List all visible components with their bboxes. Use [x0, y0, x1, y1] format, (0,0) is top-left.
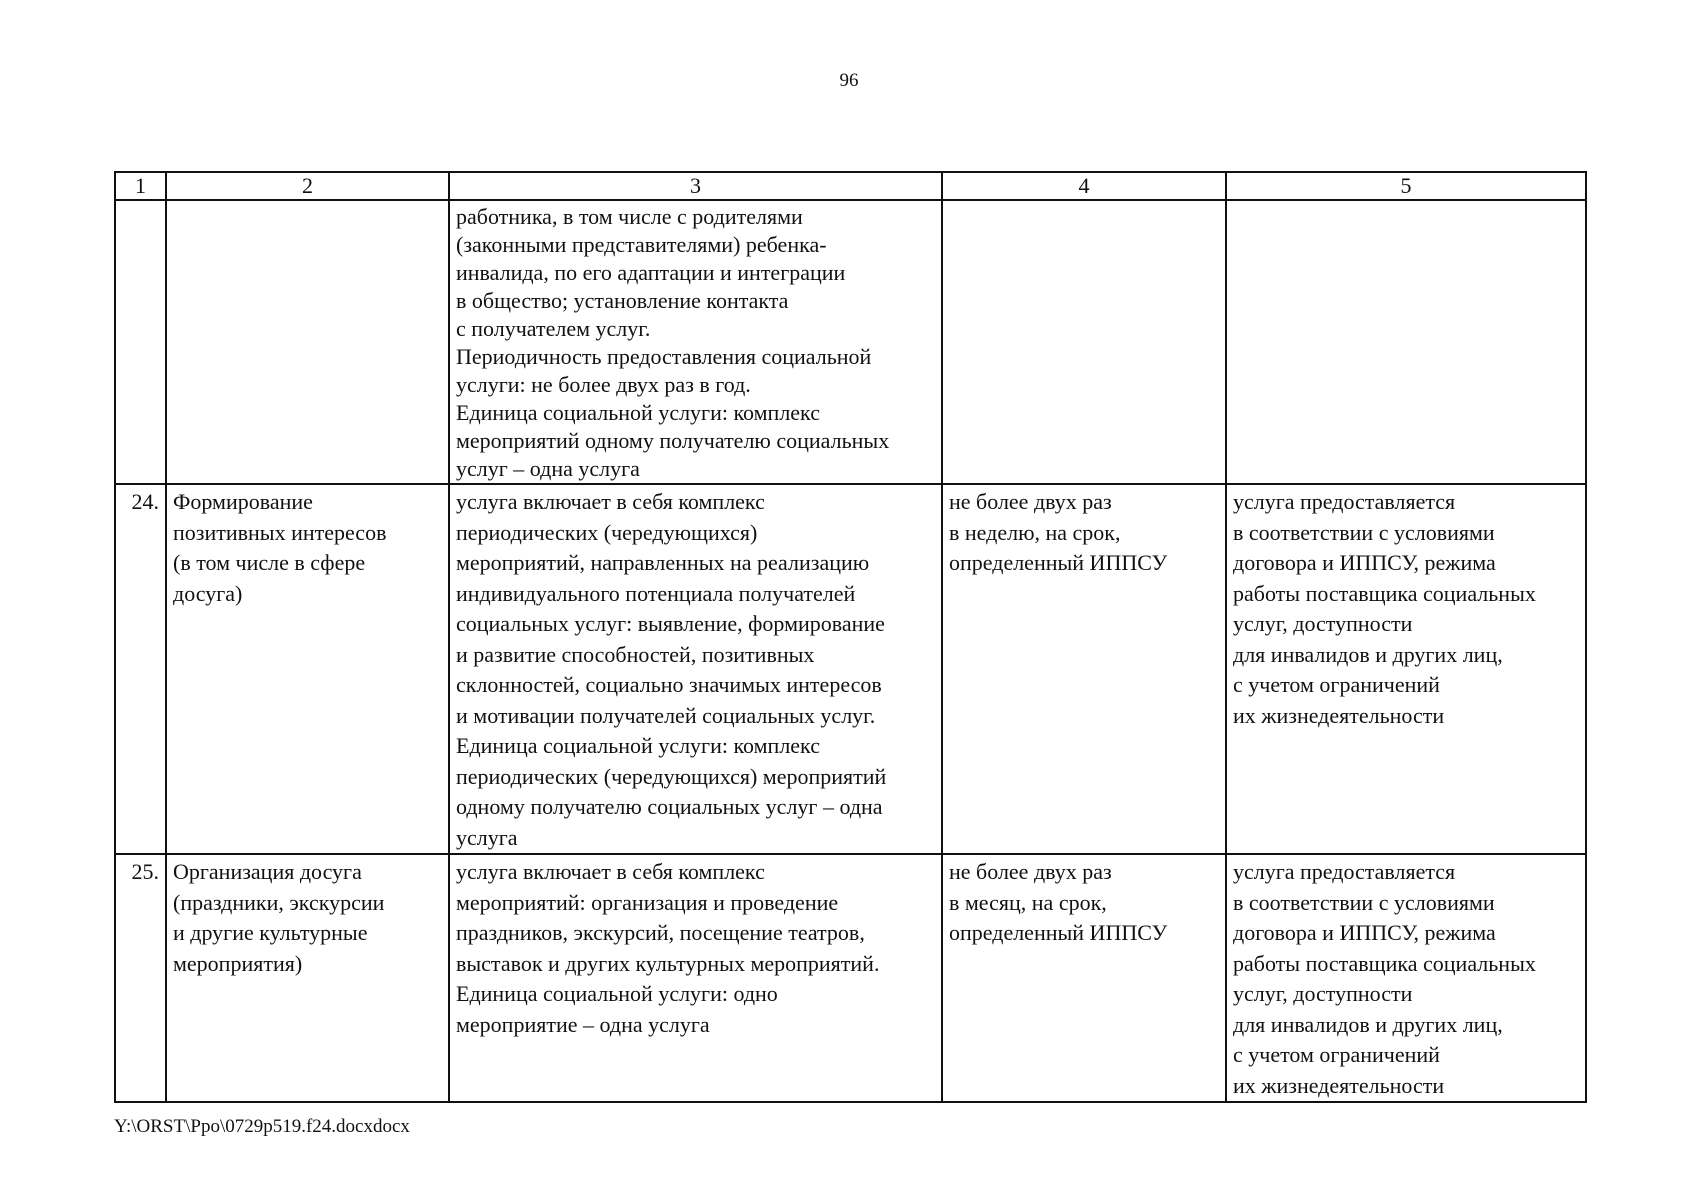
cell-text-line: в соответствии с условиями [1233, 519, 1495, 545]
cell-text-line: не более двух раз [949, 859, 1112, 884]
cell-text-line: социальных услуг: выявление, формирование [456, 611, 885, 636]
cell-text-line: в месяц, на срок, [949, 889, 1107, 915]
service-description-cell [449, 484, 942, 854]
cell-text-line: работы поставщика социальных [1233, 950, 1536, 976]
cell-text-line: с получателем услуг. [456, 316, 651, 341]
cell-text-line: Организация досуга [173, 859, 362, 884]
service-conditions-cell [1226, 200, 1586, 484]
table-row [115, 200, 1586, 484]
service-term-cell [942, 484, 1226, 854]
row-number-cell: 24. [115, 484, 166, 854]
service-conditions-cell [1226, 854, 1586, 1102]
cell-text-line: в общество; установление контакта [456, 288, 789, 313]
cell-text-line: выставок и других культурных мероприятий. [456, 950, 880, 976]
cell-text-line: услуга предоставляется [1233, 859, 1456, 884]
cell-text-line: определенный ИППСУ [949, 550, 1168, 575]
header-cell-4: 4 [942, 172, 1226, 200]
cell-text-line: (праздники, экскурсии [173, 889, 385, 915]
cell-text-line: услуг – одна услуга [456, 456, 640, 481]
cell-text-line: не более двух раз [949, 489, 1112, 514]
row-number-cell [115, 200, 166, 484]
table-header-row [115, 172, 1586, 200]
cell-text-line: позитивных интересов [173, 519, 387, 545]
cell-text-line: их жизнедеятельности [1233, 1072, 1445, 1098]
cell-text-line: Единица социальной услуги: комплекс [456, 400, 820, 425]
cell-text-line: в соответствии с условиями [1233, 889, 1495, 915]
cell-text-line: услуга включает в себя комплекс [456, 859, 765, 884]
cell-text-line: склонностей, социально значимых интересов [456, 672, 882, 697]
cell-text-line: индивидуального потенциала получателей [456, 580, 856, 606]
header-cell-5: 5 [1226, 172, 1586, 200]
table-row [115, 854, 1586, 1102]
cell-text-line: мероприятий: организация и проведение [456, 889, 839, 915]
page-number: 96 [839, 70, 859, 91]
cell-text-line: с учетом ограничений [1233, 672, 1440, 697]
header-cell-2: 2 [166, 172, 449, 200]
row-number-cell: 25. [115, 854, 166, 1102]
table-row [115, 484, 1586, 854]
service-name-cell [166, 854, 449, 1102]
cell-text-line: услуга предоставляется [1233, 489, 1456, 514]
cell-text-line: мероприятия) [173, 950, 303, 976]
cell-text-line: праздников, экскурсий, посещение театров, [456, 920, 865, 945]
service-description-cell [449, 200, 942, 484]
cell-text-line: услуга включает в себя комплекс [456, 489, 765, 514]
cell-text-line: и развитие способностей, позитивных [456, 641, 815, 667]
cell-text-line: (в том числе в сфере [173, 550, 366, 575]
cell-text-line: работы поставщика социальных [1233, 580, 1536, 606]
cell-text-line: с учетом ограничений [1233, 1042, 1440, 1067]
cell-text-line: мероприятие – одна услуга [456, 1011, 710, 1037]
service-term-cell [942, 200, 1226, 484]
service-description-cell [449, 854, 942, 1102]
cell-text-line: мероприятий одному получателю социальных [456, 428, 890, 453]
cell-text-line: мероприятий, направленных на реализацию [456, 550, 870, 575]
cell-text-line: и мотивации получателей социальных услуг. [456, 702, 876, 728]
cell-text-line: периодических (чередующихся) [456, 519, 758, 545]
cell-text-line: инвалида, по его адаптации и интеграции [456, 260, 846, 285]
cell-text-line: услуги: не более двух раз в год. [456, 372, 751, 397]
service-name-cell [166, 484, 449, 854]
file-path-footer: Y:\ORST\Ppo\0729p519.f24.docxdocx [114, 1116, 410, 1137]
cell-text-line: Единица социальной услуги: одно [456, 981, 778, 1006]
cell-text-line: для инвалидов и других лиц, [1233, 641, 1503, 667]
cell-text-line: одному получателю социальных услуг – одна [456, 794, 883, 819]
cell-text-line: договора и ИППСУ, режима [1233, 920, 1496, 945]
service-term-cell [942, 854, 1226, 1102]
cell-text-line: их жизнедеятельности [1233, 702, 1445, 728]
cell-text-line: досуга) [173, 580, 243, 606]
service-name-cell [166, 200, 449, 484]
cell-text-line: договора и ИППСУ, режима [1233, 550, 1496, 575]
cell-text-line: (законными представителями) ребенка- [456, 232, 827, 257]
cell-text-line: и другие культурные [173, 920, 368, 945]
cell-text-line: работника, в том числе с родителями [456, 204, 803, 229]
header-cell-1: 1 [115, 172, 166, 200]
cell-text-line: в неделю, на срок, [949, 519, 1121, 545]
cell-text-line: Формирование [173, 489, 313, 514]
service-conditions-cell [1226, 484, 1586, 854]
cell-text-line: услуга [456, 824, 518, 850]
services-table [114, 171, 1587, 1103]
cell-text-line: услуг, доступности [1233, 981, 1413, 1006]
cell-text-line: определенный ИППСУ [949, 920, 1168, 945]
cell-text-line: Единица социальной услуги: комплекс [456, 733, 820, 758]
header-cell-3: 3 [449, 172, 942, 200]
cell-text-line: Периодичность предоставления социальной [456, 344, 872, 369]
cell-text-line: для инвалидов и других лиц, [1233, 1011, 1503, 1037]
cell-text-line: услуг, доступности [1233, 611, 1413, 636]
cell-text-line: периодических (чередующихся) мероприятий [456, 763, 887, 789]
